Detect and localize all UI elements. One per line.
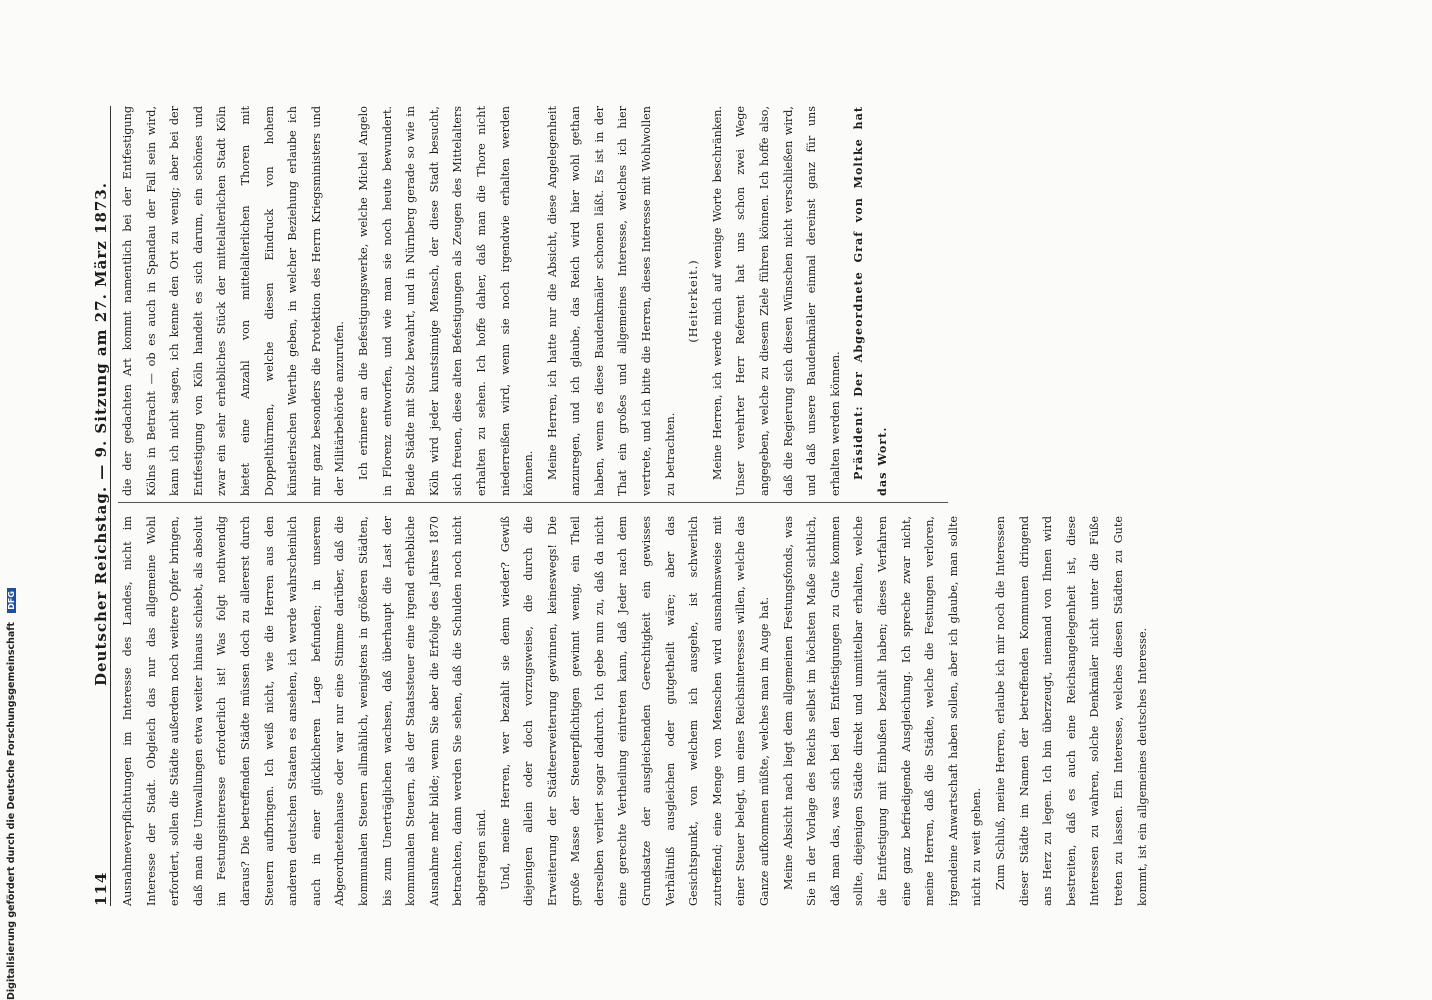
paragraph: Ich erinnere an die Befestigungswerke, welche Michel Angelo in Florenz entworfen, und wie man sie noch heute bewundert. Beide Städte mit Stolz bewahrt, und in Nürnberg gerade so wie in Köln wird jeder kunstsinnige Mensch, der diese Stadt besucht, sich freuen, diese alten Befestigungen als Zeugen des Mittelalters erhalten zu sehen. Ich hoffe daher, daß man die Thore nicht niederreißen wird, wenn sie noch irgendwie erhalten werden können.: [356, 106, 536, 496]
right-column: [116, 106, 946, 496]
paragraph: Meine Herren, ich werde mich auf wenige Worte beschränken. Unser verehrter Herr Referent hat uns schon zwei Wege angegeben, welche zu diesem Ziele führen können. Ich hoffe also, daß die Regierung sich diesen Wünschen nicht verschließen wird, und daß unsere Baudenkmäler einmal dereinst ganz für uns erhalten werden können.: [710, 106, 842, 496]
page-header: [78, 106, 118, 906]
paragraph: die der gedachten Art kommt namentlich bei der Entfestigung Kölns in Betracht — ob es auch in Spandau der Fall sein wird, kann ich nicht sagen, ich kenne den Ort zu wenig; aber bei der Entfestigung von Köln handelt es sich darum, ein schönes und zwar ein sehr erhebliches Stück der mittelalterlichen Stadt Köln bietet eine Anzahl von mittelalterlichen Thoren mit Doppelthürmen, welche diesen Eindruck von hohem künstlerischen Werthe geben, in welcher Beziehung erlaube ich mir ganz besonders die Protektion des Herrn Kriegsministers und der Militärbehörde anzurufen.: [121, 106, 347, 496]
page-number: 114: [92, 871, 110, 906]
paragraph: Meine Absicht nach liegt dem allgemeinen Festungsfonds, was Sie in der Vorlage des Reichs selbst im höchsten Maße sichtlich, daß man das, was sich bei den Entfestigungen zu Gute kommen sollte, diejenigen Städte direkt und unmittelbar erhalten, welche die Entfestigung mit Einbußen bezahlt haben; dieses Verfahren eine ganz befriedigende Ausgleichung. Ich spreche zwar nicht, meine Herren, daß die Städte, welche die Festungen verloren, irgendeine Anwartschaft haben sollen, aber ich glaube, man sollte nicht zu weit gehen.: [781, 516, 984, 906]
running-title: Deutscher Reichstag. — 9. Sitzung am 27. März 1873.: [92, 182, 110, 686]
paragraph: Zum Schluß, meine Herren, erlaube ich mir noch die Interessen dieser Städte im Namen der betreffenden Kommunen dringend ans Herz zu legen. Ich bin überzeugt, niemand von Ihnen wird bestreiten, daß es auch eine Reichsangelegenheit ist, diese Interessen zu wahren, solche Denkmäler nicht unter die Füße treten zu lassen. Ein Interesse, welches diesen Städten zu Gute kommt, ist ein allgemeines deutsches Interesse.: [993, 516, 1149, 906]
digitization-credit: [6, 580, 17, 1000]
interjection: (Heiterkeit.): [687, 259, 701, 343]
left-column: [116, 516, 1149, 906]
dfg-logo: DFG: [7, 588, 16, 613]
paragraph: Meine Herren, ich hatte nur die Absicht, diese Angelegenheit anzuregen, und ich glaube, das Reich wird hier wohl gethan haben, wenn es diese Baudenkmäler schonen läßt. Es ist in der That ein großes und allgemeines Interesse, welches ich hier vertrete, und ich bitte die Herren, dieses Interesse mit Wohlwollen zu betrachten.: [545, 106, 677, 496]
paragraph: Und, meine Herren, wer bezahlt sie denn wieder? Gewiß diejenigen allein oder doch vorzugsweise, die durch die Erweiterung der Städteerweiterung gewinnen, keineswegs! Die große Masse der Steuerpflichtigen gewinnt wenig, ein Theil derselben verliert sogar dadurch. Ich gebe nun zu, daß da nicht eine gerechte Vertheilung eintreten kann, daß Jeder nach dem Grundsatze der ausgleichenden Gerechtigkeit ein gewisses Verhältniß ausgleichen oder gutgetheilt wäre; aber das Gesichtspunkt, von welchem ich ausgehe, ist schwerlich zutreffend; eine Menge von Menschen wird ausnahmsweise mit einer Steuer belegt, um eines Reichsinteresses willen, welche das Ganze aufkommen müßte, welches man im Auge hat.: [498, 516, 772, 906]
paragraph: Ausnahmeverpflichtungen im Interesse des Landes, nicht im Interesse der Stadt. Obgleich das nur das allgemeine Wohl erfordert, sollen die Städte außerdem noch weitere Opfer bringen, daß man die Umwallungen etwa weiter hinaus schiebt, als absolut im Festungsinteresse erforderlich ist! Was folgt nothwendig daraus? Die betreffenden Städte müssen doch zu allererst durch Steuern aufbringen. Ich weiß nicht, wie die Herren aus den anderen deutschen Staaten es ansehen, ich werde wahrscheinlich auch in einer glücklicheren Lage befunden; in unserem Abgeordnetenhause oder war nur eine Stimme darüber, daß die kommunalen Steuern allmählich, wenigstens in größeren Städten, bis zum Unerträglichen wachsen, daß überhaupt die Last der kommunalen Steuern, als der Staatssteuer eine irgend erhebliche Ausnahme mehr bilde; wenn Sie aber die Erfolge des Jahres 1870 betrachten, dann werden Sie sehen, daß die Schulden noch nicht abgetragen sind.: [121, 516, 488, 906]
speaker-paragraph: Präsident: Der Abgeordnete Graf von Moltke hat das Wort.: [851, 106, 889, 496]
column-divider: [118, 502, 948, 503]
credit-text: Digitalisierung gefördert durch die Deutsche Forschungsgemeinschaft: [6, 622, 17, 1000]
header-rule: [110, 106, 111, 906]
